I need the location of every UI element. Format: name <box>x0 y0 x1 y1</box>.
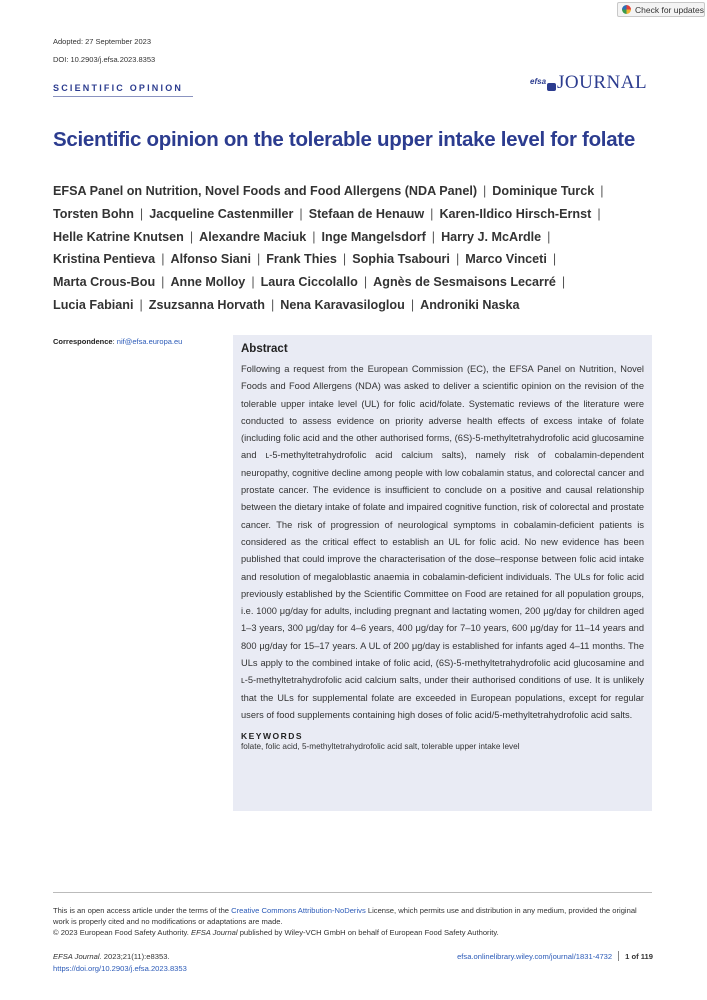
author-separator: | <box>299 206 303 221</box>
correspondence-label: Correspondence <box>53 337 113 346</box>
author-separator: | <box>312 229 316 244</box>
logo-efsa-text: efsa <box>530 77 547 86</box>
copyright-journal: EFSA Journal <box>191 928 238 938</box>
author-separator: | <box>139 297 143 312</box>
page-number: 1 of 119 <box>625 951 653 961</box>
logo-mark-icon <box>547 83 556 91</box>
author-name[interactable]: Harry J. McArdle <box>441 229 542 244</box>
check-for-updates-label: Check for updates <box>635 4 704 15</box>
author-name[interactable]: Dominique Turck <box>492 184 595 198</box>
author-separator: | <box>256 252 261 267</box>
copyright-pre: © 2023 European Food Safety Authority. <box>53 928 192 938</box>
citation-details: 2023;21(11):e8353. <box>101 952 170 961</box>
author-name[interactable]: Jacqueline Castenmiller <box>149 206 294 221</box>
abstract-heading: Abstract <box>241 343 288 355</box>
correspondence-email-link[interactable]: nif@efsa.europa.eu <box>116 337 183 346</box>
citation <box>53 951 187 974</box>
author-name[interactable]: Torsten Bohn <box>53 206 134 221</box>
author-name[interactable]: Karen-Ildico Hirsch-Ernst <box>439 206 592 221</box>
check-for-updates-button[interactable] <box>617 2 705 17</box>
efsa-journal-logo <box>530 68 647 92</box>
copyright-post: published by Wiley-VCH GmbH on behalf of European Food Safety Authority. <box>237 928 499 938</box>
logo-journal-text: JOURNAL <box>557 72 648 93</box>
author-name[interactable]: Nena Karavasiloglou <box>280 297 405 312</box>
author-separator: | <box>561 275 566 290</box>
section-rule <box>53 96 193 97</box>
author-name[interactable]: EFSA Panel on Nutrition, Novel Foods and Food Allergens (NDA Panel) <box>53 184 478 198</box>
adopted-date: Adopted: 27 September 2023 <box>53 37 151 46</box>
keywords-heading: KEYWORDS <box>241 731 304 742</box>
abstract-box <box>233 335 652 811</box>
author-separator: | <box>161 252 165 267</box>
license-link[interactable]: Creative Commons Attribution-NoDerivs <box>231 906 366 915</box>
footer-divider <box>53 892 652 893</box>
author-separator: | <box>430 206 434 221</box>
author-name[interactable]: Helle Katrine Knutsen <box>53 229 184 244</box>
journal-url-link[interactable]: efsa.onlinelibrary.wiley.com/journal/1831-4732 <box>457 951 613 961</box>
author-separator: | <box>431 229 436 244</box>
license-notice <box>53 905 653 939</box>
license-text-pre: This is an open access article under the terms of the <box>53 906 232 915</box>
doi: DOI: 10.2903/j.efsa.2023.8353 <box>53 55 156 64</box>
author-name[interactable]: Laura Ciccolallo <box>260 275 358 290</box>
author-list <box>53 180 653 317</box>
author-separator: | <box>455 252 460 267</box>
correspondence: Correspondence: nif@efsa.europa.eu <box>53 337 183 346</box>
author-separator: | <box>552 252 557 267</box>
keywords-text: folate, folic acid, 5-methyltetrahydrofolic acid salt, tolerable upper intake level <box>241 742 520 752</box>
author-separator: | <box>270 297 275 312</box>
author-name[interactable]: Marta Crous-Bou <box>53 275 156 290</box>
author-name[interactable]: Alexandre Maciuk <box>199 229 307 244</box>
author-separator: | <box>410 297 415 312</box>
section-label: SCIENTIFIC OPINION <box>53 83 184 93</box>
license-text-post: License, which permits use and distribution in any medium, provided the original work is properly cited and no modifications or adaptations are made. <box>53 906 637 927</box>
author-separator: | <box>342 252 347 267</box>
author-separator: | <box>251 275 255 290</box>
author-name[interactable]: Alfonso Siani <box>170 252 251 267</box>
author-name[interactable]: Androniki Naska <box>420 297 520 312</box>
author-name[interactable]: Inge Mangelsdorf <box>321 229 426 244</box>
author-separator: | <box>600 184 604 198</box>
author-separator: | <box>161 275 165 290</box>
page-footer-right <box>457 951 653 961</box>
author-name[interactable]: Frank Thies <box>266 252 337 267</box>
author-name[interactable]: Stefaan de Henauw <box>308 206 425 221</box>
author-name[interactable]: Sophia Tsabouri <box>352 252 450 267</box>
author-separator: | <box>597 206 601 221</box>
author-separator: | <box>483 184 487 198</box>
footer-separator <box>618 951 619 961</box>
author-name[interactable]: Zsuzsanna Horvath <box>148 297 265 312</box>
author-name[interactable]: Marco Vinceti <box>465 252 547 267</box>
citation-doi-link[interactable]: https://doi.org/10.2903/j.efsa.2023.8353 <box>53 963 187 973</box>
crossmark-icon <box>622 5 631 14</box>
author-separator: | <box>139 206 144 221</box>
author-name[interactable]: Anne Molloy <box>170 275 246 290</box>
author-name[interactable]: Lucia Fabiani <box>53 297 134 312</box>
citation-journal: EFSA Journal. <box>53 952 102 961</box>
abstract-text: Following a request from the European Commission (EC), the EFSA Panel on Nutrition, Novel Foods and Food Allergens (NDA) was asked to deliver a scientific opinion on the revision of the tolerable upper intake level (UL) for folic acid/folate. Systematic reviews of the literature were conducted to assess evidence on priority adverse health effects of excess intake of folate (including folic acid and the other authorised forms, (6S)-5-methyltetrahydrofolic acid glucosamine and ʟ-5-methyltetrahydrofolic acid calcium salts), namely risk of cobalamin-dependent neuropathy, cognitive decline among people with low cobalamin status, and colorectal cancer and prostate cancer. The evidence is insufficient to conclude on a positive and causal relationship between the dietary intake of folate and impaired cognitive function, risk of colorectal and prostate cancer. The risk of progression of neurological symptoms in cobalamin-deficient patients is considered as the critical effect to establish an UL for folic acid. No new evidence has been published that could improve the characterisation of the dose–response between folic acid intake and resolution of megaloblastic anaemia in cobalamin-deficient individuals. The ULs for folic acid previously established by the Scientific Committee on Food are retained for all population groups, i.e. 1000 μg/day for adults, including pregnant and lactating women, 200 μg/day for children aged 1–3 years, 300 μg/day for 4–6 years, 400 μg/day for 7–10 years, 600 μg/day for 11–14 years and 800 μg/day for 15–17 years. A UL of 200 μg/day is established for infants aged 4–11 months. The ULs apply to the combined intake of folic acid, (6S)-5-methyltetrahydrofolic acid glucosamine and ʟ-5-methyltetrahydrofolic acid calcium salts, under their authorised conditions of use. It is unlikely that the ULs for supplemental folate are exceeded in European populations, except for regular users of food supplements containing high doses of folic acid/5-methyltetrahydrofolic acid salts. <box>241 364 644 720</box>
article-title: Scientific opinion on the tolerable upper intake level for folate <box>53 128 635 151</box>
author-separator: | <box>547 229 551 244</box>
author-name[interactable]: Agnès de Sesmaisons Lecarré <box>373 275 556 290</box>
author-name[interactable]: Kristina Pentieva <box>53 252 156 267</box>
author-separator: | <box>363 275 368 290</box>
author-separator: | <box>189 229 194 244</box>
